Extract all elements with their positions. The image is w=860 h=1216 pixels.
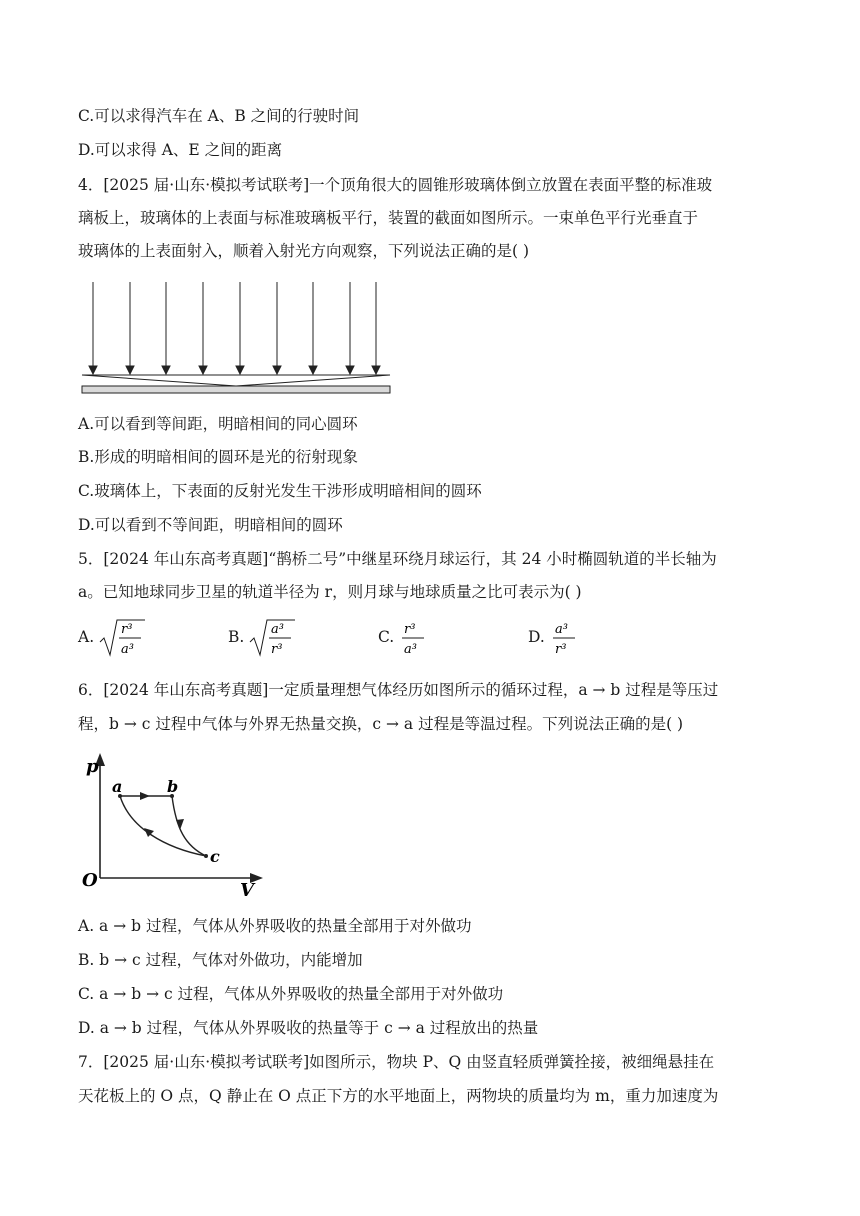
q7-stem-line-1: 7．[2025 届·山东·模拟考试联考]如图所示，物块 P、Q 由竖直轻质弹簧拴接，被细绳悬挂在 [78, 1053, 715, 1071]
q5-stem-line-1: 5．[2024 年山东高考真题]“鹊桥二号”中继星环绕月球运行，其 24 小时椭圆轨道的半长轴为 [78, 550, 717, 568]
q5-option-c-fraction [399, 618, 429, 658]
q6-stem-line-2: 程，b → c 过程中气体与外界无热量交换，c → a 过程是等温过程。下列说法正确的是( ) [78, 715, 684, 733]
point-c-label: c [210, 847, 220, 866]
q6-stem-line-1: 6．[2024 年山东高考真题]一定质量理想气体经历如图所示的循环过程，a → b 过程是等压过 [78, 681, 719, 699]
q6-pv-diagram [80, 748, 270, 898]
q5-option-c-denominator: a³ [404, 642, 418, 657]
q5-option-d-label: D. [528, 628, 545, 646]
q4-option-a: A.可以看到等间距，明暗相间的同心圆环 [78, 415, 358, 433]
q5-option-a-numerator: r³ [121, 622, 133, 637]
v-axis-label: V [240, 880, 254, 898]
q5-option-c-label: C. [378, 628, 395, 646]
q3-option-c: C.可以求得汽车在 A、B 之间的行驶时间 [78, 107, 360, 125]
q5-option-d-denominator: r³ [554, 642, 567, 657]
q5-option-b-denominator: r³ [271, 642, 283, 657]
q5-option-b-numerator: a³ [271, 622, 285, 637]
q4-stem-line-1: 4．[2025 届·山东·模拟考试联考]一个顶角很大的圆锥形玻璃体倒立放置在表面平整的标准玻 [78, 176, 713, 194]
sqrt-icon [249, 618, 295, 658]
q6-option-b: B. b → c 过程，气体对外做功，内能增加 [78, 951, 363, 969]
q5-option-a-label: A. [78, 628, 95, 646]
p-axis-label: p [86, 756, 99, 777]
q4-option-b: B.形成的明暗相间的圆环是光的衍射现象 [78, 448, 358, 466]
origin-label: O [82, 870, 98, 891]
point-b-label: b [167, 777, 179, 796]
q5-option-b-label: B. [228, 628, 245, 646]
q4-option-d: D.可以看到不等间距，明暗相间的圆环 [78, 516, 343, 534]
q6-option-d: D. a → b 过程，气体从外界吸收的热量等于 c → a 过程放出的热量 [78, 1019, 539, 1037]
q4-interference-figure [76, 280, 396, 400]
q4-option-c: C.玻璃体上，下表面的反射光发生干涉形成明暗相间的圆环 [78, 482, 482, 500]
q5-option-d [528, 618, 580, 658]
q7-stem-line-2: 天花板上的 O 点，Q 静止在 O 点正下方的水平地面上，两物块的质量均为 m，重力加速度为 [78, 1087, 719, 1105]
q5-option-a [78, 618, 145, 658]
q5-option-a-denominator: a³ [121, 642, 135, 657]
point-a-label: a [112, 777, 123, 796]
q5-option-d-numerator: a³ [554, 622, 568, 637]
sqrt-icon [99, 618, 145, 658]
q6-option-c: C. a → b → c 过程，气体从外界吸收的热量全部用于对外做功 [78, 985, 504, 1003]
q6-option-a: A. a → b 过程，气体从外界吸收的热量全部用于对外做功 [78, 917, 472, 935]
q5-option-d-fraction [550, 618, 580, 658]
q5-option-c-numerator: r³ [404, 622, 416, 637]
q4-stem-line-3: 玻璃体的上表面射入，顺着入射光方向观察，下列说法正确的是( ) [78, 242, 530, 260]
q5-option-b [228, 618, 295, 658]
q5-stem-line-2: a。已知地球同步卫星的轨道半径为 r，则月球与地球质量之比可表示为( ) [78, 583, 582, 601]
q4-stem-line-2: 璃板上，玻璃体的上表面与标准玻璃板平行，装置的截面如图所示。一束单色平行光垂直于 [78, 209, 699, 227]
q3-option-d: D.可以求得 A、E 之间的距离 [78, 141, 283, 159]
q5-option-c [378, 618, 429, 658]
